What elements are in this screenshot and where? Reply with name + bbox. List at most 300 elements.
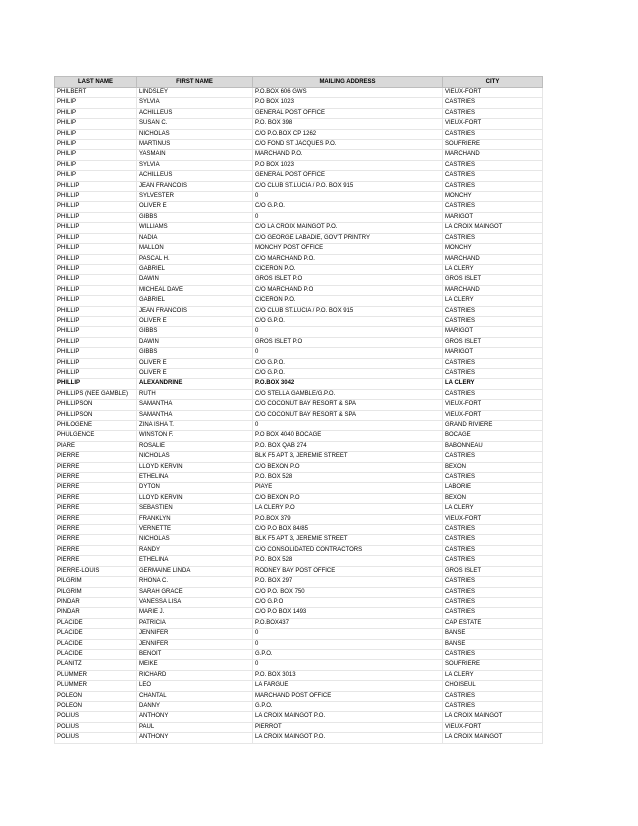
mailing-address-cell[interactable]: P.O BOX 4040 BOCAGE <box>253 431 443 441</box>
last-name-cell[interactable]: PHILLIP <box>55 337 137 347</box>
city-cell[interactable]: CASTRIES <box>443 473 543 483</box>
first-name-cell[interactable]: VERNETTE <box>137 525 253 535</box>
mailing-address-cell[interactable]: LA CROIX MAINGOT P.O. <box>253 733 443 743</box>
mailing-address-cell[interactable]: LA CROIX MAINGOT P.O. <box>253 712 443 722</box>
mailing-address-cell[interactable]: P.O. BOX QAB 274 <box>253 441 443 451</box>
last-name-cell[interactable]: PIERRE-LOUIS <box>55 566 137 576</box>
last-name-cell[interactable]: PHILBERT <box>55 88 137 98</box>
city-cell[interactable]: CASTRIES <box>443 98 543 108</box>
city-cell[interactable]: VIEUX-FORT <box>443 410 543 420</box>
last-name-cell[interactable]: PIERRE <box>55 493 137 503</box>
mailing-address-cell[interactable]: P.O. BOX 528 <box>253 556 443 566</box>
last-name-cell[interactable]: PHILIP <box>55 160 137 170</box>
first-name-cell[interactable]: GABRIEL <box>137 296 253 306</box>
first-name-cell[interactable]: WILLIAMS <box>137 223 253 233</box>
table-row <box>55 608 543 618</box>
last-name-cell[interactable]: PIERRE <box>55 483 137 493</box>
mailing-address-cell[interactable]: P.O BOX 1023 <box>253 98 443 108</box>
last-name-cell[interactable]: PHILLIP <box>55 285 137 295</box>
mailing-address-cell[interactable]: GENERAL POST OFFICE <box>253 108 443 118</box>
city-cell[interactable]: LABORIE <box>443 483 543 493</box>
first-name-cell[interactable]: NICHOLAS <box>137 535 253 545</box>
city-cell[interactable]: CHOISEUL <box>443 681 543 691</box>
last-name-cell[interactable]: PHILIP <box>55 119 137 129</box>
mailing-address-cell[interactable]: RODNEY BAY POST OFFICE <box>253 566 443 576</box>
city-cell[interactable]: CASTRIES <box>443 358 543 368</box>
mailing-address-cell[interactable]: P.O.BOX 606 GWS <box>253 88 443 98</box>
table-body <box>55 88 543 744</box>
last-name-cell[interactable]: PLACIDE <box>55 649 137 659</box>
last-name-cell[interactable]: PHILLIPS (NEE GAMBLE) <box>55 389 137 399</box>
mailing-address-cell[interactable]: GROS ISLET P.O <box>253 275 443 285</box>
city-cell[interactable]: LA CLERY <box>443 379 543 389</box>
mailing-address-cell[interactable]: C/O FOND ST JACQUES P.O. <box>253 140 443 150</box>
first-name-cell[interactable]: RHONA C. <box>137 577 253 587</box>
table-row <box>55 181 543 191</box>
mailing-address-cell[interactable]: 0 <box>253 212 443 222</box>
first-name-cell[interactable]: DAWIN <box>137 275 253 285</box>
first-name-cell[interactable]: SYLVIA <box>137 98 253 108</box>
last-name-cell[interactable]: PHILIP <box>55 140 137 150</box>
first-name-cell[interactable]: NADIA <box>137 233 253 243</box>
first-name-cell[interactable]: ACHILLEUS <box>137 108 253 118</box>
city-cell[interactable]: CASTRIES <box>443 691 543 701</box>
first-name-cell[interactable]: DANNY <box>137 701 253 711</box>
mailing-address-cell[interactable]: BLK F5 APT 3, JEREMIE STREET <box>253 452 443 462</box>
mailing-address-cell[interactable]: C/O G.P.O. <box>253 316 443 326</box>
table-row <box>55 379 543 389</box>
mailing-address-cell[interactable]: 0 <box>253 660 443 670</box>
mailing-address-cell[interactable]: BLK F5 APT 3, JEREMIE STREET <box>253 535 443 545</box>
city-cell[interactable]: BANSE <box>443 639 543 649</box>
last-name-cell[interactable]: PLACIDE <box>55 629 137 639</box>
first-name-cell[interactable]: JEAN FRANCOIS <box>137 181 253 191</box>
mailing-address-cell[interactable]: P.O BOX 1023 <box>253 160 443 170</box>
first-name-cell[interactable]: SYLVESTER <box>137 192 253 202</box>
mailing-address-cell[interactable]: C/O P.O BOX 1493 <box>253 608 443 618</box>
first-name-cell[interactable]: WINSTON F. <box>137 431 253 441</box>
table-row <box>55 129 543 139</box>
table-row <box>55 119 543 129</box>
last-name-cell[interactable]: POLEON <box>55 691 137 701</box>
header-mailing-address[interactable]: MAILING ADDRESS <box>253 77 443 88</box>
city-cell[interactable]: MARIGOT <box>443 348 543 358</box>
city-cell[interactable]: LA CROIX MAINGOT <box>443 712 543 722</box>
mailing-address-cell[interactable]: C/O COCONUT BAY RESORT & SPA <box>253 400 443 410</box>
table-row <box>55 670 543 680</box>
city-cell[interactable]: CASTRIES <box>443 171 543 181</box>
table-row <box>55 462 543 472</box>
city-cell[interactable]: MARCHAND <box>443 285 543 295</box>
last-name-cell[interactable]: PHULGENCE <box>55 431 137 441</box>
first-name-cell[interactable]: ALEXANDRINE <box>137 379 253 389</box>
last-name-cell[interactable]: PINDAR <box>55 608 137 618</box>
mailing-address-cell[interactable]: P.O. BOX 528 <box>253 473 443 483</box>
last-name-cell[interactable]: PIERRE <box>55 452 137 462</box>
mailing-address-cell[interactable]: P.O. BOX 297 <box>253 577 443 587</box>
first-name-cell[interactable]: LLOYD KERVIN <box>137 462 253 472</box>
first-name-cell[interactable]: BENOIT <box>137 649 253 659</box>
first-name-cell[interactable]: NICHOLAS <box>137 129 253 139</box>
first-name-cell[interactable]: GIBBS <box>137 327 253 337</box>
mailing-address-cell[interactable]: C/O MARCHAND P.O <box>253 285 443 295</box>
last-name-cell[interactable]: PHILLIP <box>55 296 137 306</box>
mailing-list-table <box>54 76 543 744</box>
last-name-cell[interactable]: POLIUS <box>55 722 137 732</box>
table-row <box>55 348 543 358</box>
mailing-address-cell[interactable]: P.O.BOX 379 <box>253 514 443 524</box>
city-cell[interactable]: MONCHY <box>443 244 543 254</box>
first-name-cell[interactable]: ETHELINA <box>137 556 253 566</box>
mailing-address-cell[interactable]: P.O. BOX 3013 <box>253 670 443 680</box>
city-cell[interactable]: CASTRIES <box>443 649 543 659</box>
city-cell[interactable]: CASTRIES <box>443 452 543 462</box>
city-cell[interactable]: GRAND RIVIERE <box>443 421 543 431</box>
table-row <box>55 629 543 639</box>
mailing-address-cell[interactable]: G.P.O. <box>253 701 443 711</box>
city-cell[interactable]: CASTRIES <box>443 608 543 618</box>
last-name-cell[interactable]: PHILIP <box>55 98 137 108</box>
table-row <box>55 535 543 545</box>
last-name-cell[interactable]: PLUMMER <box>55 681 137 691</box>
last-name-cell[interactable]: PHILLIPSON <box>55 410 137 420</box>
last-name-cell[interactable]: PHILLIP <box>55 181 137 191</box>
last-name-cell[interactable]: PIERRE <box>55 504 137 514</box>
first-name-cell[interactable]: FRANKLYN <box>137 514 253 524</box>
city-cell[interactable]: CASTRIES <box>443 316 543 326</box>
first-name-cell[interactable]: GIBBS <box>137 212 253 222</box>
last-name-cell[interactable]: PHILLIP <box>55 264 137 274</box>
mailing-address-cell[interactable]: 0 <box>253 192 443 202</box>
last-name-cell[interactable]: PHILLIP <box>55 306 137 316</box>
table-row <box>55 368 543 378</box>
first-name-cell[interactable]: SARAH GRACE <box>137 587 253 597</box>
last-name-cell[interactable]: PHILIP <box>55 108 137 118</box>
table-row <box>55 733 543 743</box>
mailing-address-cell[interactable]: C/O COCONUT BAY RESORT & SPA <box>253 410 443 420</box>
mailing-address-cell[interactable]: C/O CLUB ST.LUCIA / P.O. BOX 915 <box>253 181 443 191</box>
table-row <box>55 285 543 295</box>
last-name-cell[interactable]: PIERRE <box>55 525 137 535</box>
city-cell[interactable]: VIEUX-FORT <box>443 514 543 524</box>
mailing-address-cell[interactable]: MARCHAND P.O. <box>253 150 443 160</box>
first-name-cell[interactable]: LEO <box>137 681 253 691</box>
city-cell[interactable]: VIEUX-FORT <box>443 400 543 410</box>
first-name-cell[interactable]: JENNIFER <box>137 629 253 639</box>
last-name-cell[interactable]: PIERRE <box>55 545 137 555</box>
last-name-cell[interactable]: PLANITZ <box>55 660 137 670</box>
city-cell[interactable]: BEXON <box>443 493 543 503</box>
first-name-cell[interactable]: ANTHONY <box>137 733 253 743</box>
city-cell[interactable]: VIEUX-FORT <box>443 119 543 129</box>
table-row <box>55 108 543 118</box>
first-name-cell[interactable]: MICHEAL DAVE <box>137 285 253 295</box>
mailing-address-cell[interactable]: PIERROT <box>253 722 443 732</box>
table-row <box>55 452 543 462</box>
table-row <box>55 171 543 181</box>
first-name-cell[interactable]: YASMAIN <box>137 150 253 160</box>
city-cell[interactable]: CASTRIES <box>443 556 543 566</box>
last-name-cell[interactable]: PHILLIP <box>55 358 137 368</box>
mailing-address-cell[interactable]: P.O. BOX 398 <box>253 119 443 129</box>
header-row <box>55 77 543 88</box>
table-row <box>55 504 543 514</box>
city-cell[interactable]: CASTRIES <box>443 545 543 555</box>
table-row <box>55 327 543 337</box>
mailing-address-cell[interactable]: 0 <box>253 639 443 649</box>
last-name-cell[interactable]: PINDAR <box>55 597 137 607</box>
header-last-name[interactable]: LAST NAME <box>55 77 137 88</box>
table-row <box>55 577 543 587</box>
first-name-cell[interactable]: JEAN FRANCOIS <box>137 306 253 316</box>
table-row <box>55 202 543 212</box>
first-name-cell[interactable]: SYLVIA <box>137 160 253 170</box>
last-name-cell[interactable]: PIERRE <box>55 473 137 483</box>
table-row <box>55 525 543 535</box>
last-name-cell[interactable]: POLEON <box>55 701 137 711</box>
first-name-cell[interactable]: RUTH <box>137 389 253 399</box>
city-cell[interactable]: LA CROIX MAINGOT <box>443 223 543 233</box>
table-row <box>55 160 543 170</box>
city-cell[interactable]: LA CLERY <box>443 504 543 514</box>
city-cell[interactable]: VIEUX-FORT <box>443 88 543 98</box>
first-name-cell[interactable]: MALLON <box>137 244 253 254</box>
last-name-cell[interactable]: PHILLIP <box>55 316 137 326</box>
first-name-cell[interactable]: RANDY <box>137 545 253 555</box>
mailing-address-cell[interactable]: GROS ISLET P.O <box>253 337 443 347</box>
last-name-cell[interactable]: PHILIP <box>55 150 137 160</box>
mailing-address-cell[interactable]: 0 <box>253 348 443 358</box>
city-cell[interactable]: MARIGOT <box>443 212 543 222</box>
city-cell[interactable]: CASTRIES <box>443 577 543 587</box>
mailing-address-cell[interactable]: C/O G.P.O <box>253 597 443 607</box>
table-row <box>55 88 543 98</box>
city-cell[interactable]: LA CLERY <box>443 296 543 306</box>
last-name-cell[interactable]: PHILLIP <box>55 233 137 243</box>
first-name-cell[interactable]: SAMANTHA <box>137 410 253 420</box>
mailing-address-cell[interactable]: C/O G.P.O. <box>253 358 443 368</box>
last-name-cell[interactable]: PHILLIPSON <box>55 400 137 410</box>
city-cell[interactable]: SOUFRIERE <box>443 140 543 150</box>
last-name-cell[interactable]: PLUMMER <box>55 670 137 680</box>
city-cell[interactable]: BABONNEAU <box>443 441 543 451</box>
mailing-address-cell[interactable]: C/O P.O. BOX 750 <box>253 587 443 597</box>
last-name-cell[interactable]: PHILLIP <box>55 348 137 358</box>
header-city[interactable]: CITY <box>443 77 543 88</box>
first-name-cell[interactable]: MARIE J. <box>137 608 253 618</box>
last-name-cell[interactable]: PILGRIM <box>55 587 137 597</box>
header-first-name[interactable]: FIRST NAME <box>137 77 253 88</box>
last-name-cell[interactable]: PHILLIP <box>55 327 137 337</box>
table-row <box>55 691 543 701</box>
table-row <box>55 566 543 576</box>
first-name-cell[interactable]: PASCAL H. <box>137 254 253 264</box>
mailing-address-cell[interactable]: LA FARGUE <box>253 681 443 691</box>
city-cell[interactable]: BEXON <box>443 462 543 472</box>
last-name-cell[interactable]: PIERRE <box>55 514 137 524</box>
first-name-cell[interactable]: ZINA ISHA T. <box>137 421 253 431</box>
table-row <box>55 140 543 150</box>
last-name-cell[interactable]: PHILLIP <box>55 379 137 389</box>
table-row <box>55 233 543 243</box>
first-name-cell[interactable]: ACHILLEUS <box>137 171 253 181</box>
table-row <box>55 514 543 524</box>
city-cell[interactable]: GROS ISLET <box>443 566 543 576</box>
last-name-cell[interactable]: PHILLIP <box>55 275 137 285</box>
city-cell[interactable]: GROS ISLET <box>443 275 543 285</box>
first-name-cell[interactable]: SUSAN C. <box>137 119 253 129</box>
city-cell[interactable]: CASTRIES <box>443 181 543 191</box>
mailing-address-cell[interactable]: C/O LA CROIX MAINGOT P.O. <box>253 223 443 233</box>
city-cell[interactable]: CASTRIES <box>443 535 543 545</box>
first-name-cell[interactable]: MEIKE <box>137 660 253 670</box>
first-name-cell[interactable]: RICHARD <box>137 670 253 680</box>
city-cell[interactable]: BANSE <box>443 629 543 639</box>
first-name-cell[interactable]: OLIVER E <box>137 202 253 212</box>
first-name-cell[interactable]: ANTHONY <box>137 712 253 722</box>
first-name-cell[interactable]: DYTON <box>137 483 253 493</box>
mailing-address-cell[interactable]: C/O CONSOLIDATED CONTRACTORS <box>253 545 443 555</box>
mailing-address-cell[interactable]: C/O CLUB ST.LUCIA / P.O. BOX 915 <box>253 306 443 316</box>
mailing-address-cell[interactable]: C/O BEXON P.O <box>253 462 443 472</box>
first-name-cell[interactable]: CHANTAL <box>137 691 253 701</box>
table-row <box>55 473 543 483</box>
table-row <box>55 192 543 202</box>
first-name-cell[interactable]: NICHOLAS <box>137 452 253 462</box>
city-cell[interactable]: LA CLERY <box>443 670 543 680</box>
last-name-cell[interactable]: PHILLIP <box>55 202 137 212</box>
last-name-cell[interactable]: PIERRE <box>55 535 137 545</box>
first-name-cell[interactable]: PAUL <box>137 722 253 732</box>
city-cell[interactable]: CASTRIES <box>443 389 543 399</box>
first-name-cell[interactable]: DAWIN <box>137 337 253 347</box>
last-name-cell[interactable]: PHILLIP <box>55 212 137 222</box>
city-cell[interactable]: VIEUX-FORT <box>443 722 543 732</box>
city-cell[interactable]: LA CLERY <box>443 264 543 274</box>
mailing-address-cell[interactable]: PIAYE <box>253 483 443 493</box>
mailing-address-cell[interactable]: C/O G.P.O. <box>253 202 443 212</box>
city-cell[interactable]: CASTRIES <box>443 587 543 597</box>
mailing-address-cell[interactable]: CICERON P.O. <box>253 296 443 306</box>
last-name-cell[interactable]: PLACIDE <box>55 639 137 649</box>
table-row <box>55 649 543 659</box>
city-cell[interactable]: CASTRIES <box>443 525 543 535</box>
mailing-address-cell[interactable]: 0 <box>253 421 443 431</box>
city-cell[interactable]: LA CROIX MAINGOT <box>443 733 543 743</box>
table-row <box>55 410 543 420</box>
first-name-cell[interactable]: SEBASTIEN <box>137 504 253 514</box>
city-cell[interactable]: CASTRIES <box>443 160 543 170</box>
last-name-cell[interactable]: PIARE <box>55 441 137 451</box>
table-row <box>55 483 543 493</box>
first-name-cell[interactable]: PATRICIA <box>137 618 253 628</box>
mailing-address-cell[interactable]: 0 <box>253 629 443 639</box>
mailing-address-cell[interactable]: 0 <box>253 327 443 337</box>
city-cell[interactable]: CASTRIES <box>443 202 543 212</box>
mailing-address-cell[interactable]: C/O G.P.O. <box>253 368 443 378</box>
city-cell[interactable]: CASTRIES <box>443 701 543 711</box>
last-name-cell[interactable]: PHILIP <box>55 129 137 139</box>
first-name-cell[interactable]: OLIVER E <box>137 316 253 326</box>
first-name-cell[interactable]: ETHELINA <box>137 473 253 483</box>
table-row <box>55 389 543 399</box>
last-name-cell[interactable]: POLIUS <box>55 733 137 743</box>
city-cell[interactable]: CASTRIES <box>443 306 543 316</box>
first-name-cell[interactable]: OLIVER E <box>137 358 253 368</box>
mailing-address-cell[interactable]: P.O.BOX 3042 <box>253 379 443 389</box>
table-row <box>55 358 543 368</box>
last-name-cell[interactable]: PHILLIP <box>55 223 137 233</box>
last-name-cell[interactable]: PHILIP <box>55 171 137 181</box>
city-cell[interactable]: GROS ISLET <box>443 337 543 347</box>
city-cell[interactable]: CASTRIES <box>443 129 543 139</box>
mailing-address-cell[interactable]: MONCHY POST OFFICE <box>253 244 443 254</box>
first-name-cell[interactable]: JENNIFER <box>137 639 253 649</box>
first-name-cell[interactable]: ROSALIE <box>137 441 253 451</box>
first-name-cell[interactable]: GABRIEL <box>137 264 253 274</box>
city-cell[interactable]: MARCHAND <box>443 150 543 160</box>
mailing-address-cell[interactable]: MARCHAND POST OFFICE <box>253 691 443 701</box>
first-name-cell[interactable]: SAMANTHA <box>137 400 253 410</box>
last-name-cell[interactable]: PHILLIP <box>55 192 137 202</box>
city-cell[interactable]: SOUFRIERE <box>443 660 543 670</box>
mailing-address-cell[interactable]: C/O P.O.BOX CP 1262 <box>253 129 443 139</box>
last-name-cell[interactable]: PHILLIP <box>55 368 137 378</box>
table-row <box>55 701 543 711</box>
city-cell[interactable]: MONCHY <box>443 192 543 202</box>
city-cell[interactable]: CASTRIES <box>443 597 543 607</box>
last-name-cell[interactable]: PIERRE <box>55 556 137 566</box>
table-row <box>55 421 543 431</box>
mailing-address-cell[interactable]: C/O GEORGE LABADIE, GOV'T PRINTRY <box>253 233 443 243</box>
city-cell[interactable]: CAP ESTATE <box>443 618 543 628</box>
last-name-cell[interactable]: PILGRIM <box>55 577 137 587</box>
city-cell[interactable]: BOCAGE <box>443 431 543 441</box>
last-name-cell[interactable]: PIERRE <box>55 462 137 472</box>
last-name-cell[interactable]: PLACIDE <box>55 618 137 628</box>
table-row <box>55 212 543 222</box>
first-name-cell[interactable]: OLIVER E <box>137 368 253 378</box>
last-name-cell[interactable]: PHILLIP <box>55 254 137 264</box>
first-name-cell[interactable]: GERMAINE LINDA <box>137 566 253 576</box>
first-name-cell[interactable]: LINDSLEY <box>137 88 253 98</box>
first-name-cell[interactable]: GIBBS <box>137 348 253 358</box>
first-name-cell[interactable]: VANESSA LISA <box>137 597 253 607</box>
table-row <box>55 306 543 316</box>
city-cell[interactable]: CASTRIES <box>443 108 543 118</box>
mailing-address-cell[interactable]: LA CLERY P.O <box>253 504 443 514</box>
mailing-address-cell[interactable]: GENERAL POST OFFICE <box>253 171 443 181</box>
mailing-address-cell[interactable]: P.O.BOX437 <box>253 618 443 628</box>
city-cell[interactable]: MARCHAND <box>443 254 543 264</box>
city-cell[interactable]: CASTRIES <box>443 233 543 243</box>
mailing-address-cell[interactable]: C/O STELLA GAMBLE/G.P.O. <box>253 389 443 399</box>
mailing-address-cell[interactable]: C/O P.O BOX 84/85 <box>253 525 443 535</box>
table-row <box>55 712 543 722</box>
first-name-cell[interactable]: LLOYD KERVIN <box>137 493 253 503</box>
mailing-address-cell[interactable]: CICERON P.O. <box>253 264 443 274</box>
city-cell[interactable]: CASTRIES <box>443 368 543 378</box>
table-row <box>55 275 543 285</box>
mailing-address-cell[interactable]: G.P.O. <box>253 649 443 659</box>
mailing-address-cell[interactable]: C/O BEXON P.O <box>253 493 443 503</box>
last-name-cell[interactable]: PHILLIP <box>55 244 137 254</box>
last-name-cell[interactable]: PHILOGENE <box>55 421 137 431</box>
city-cell[interactable]: MARIGOT <box>443 327 543 337</box>
mailing-address-cell[interactable]: C/O MARCHAND P.O. <box>253 254 443 264</box>
last-name-cell[interactable]: POLIUS <box>55 712 137 722</box>
first-name-cell[interactable]: MARTINUS <box>137 140 253 150</box>
